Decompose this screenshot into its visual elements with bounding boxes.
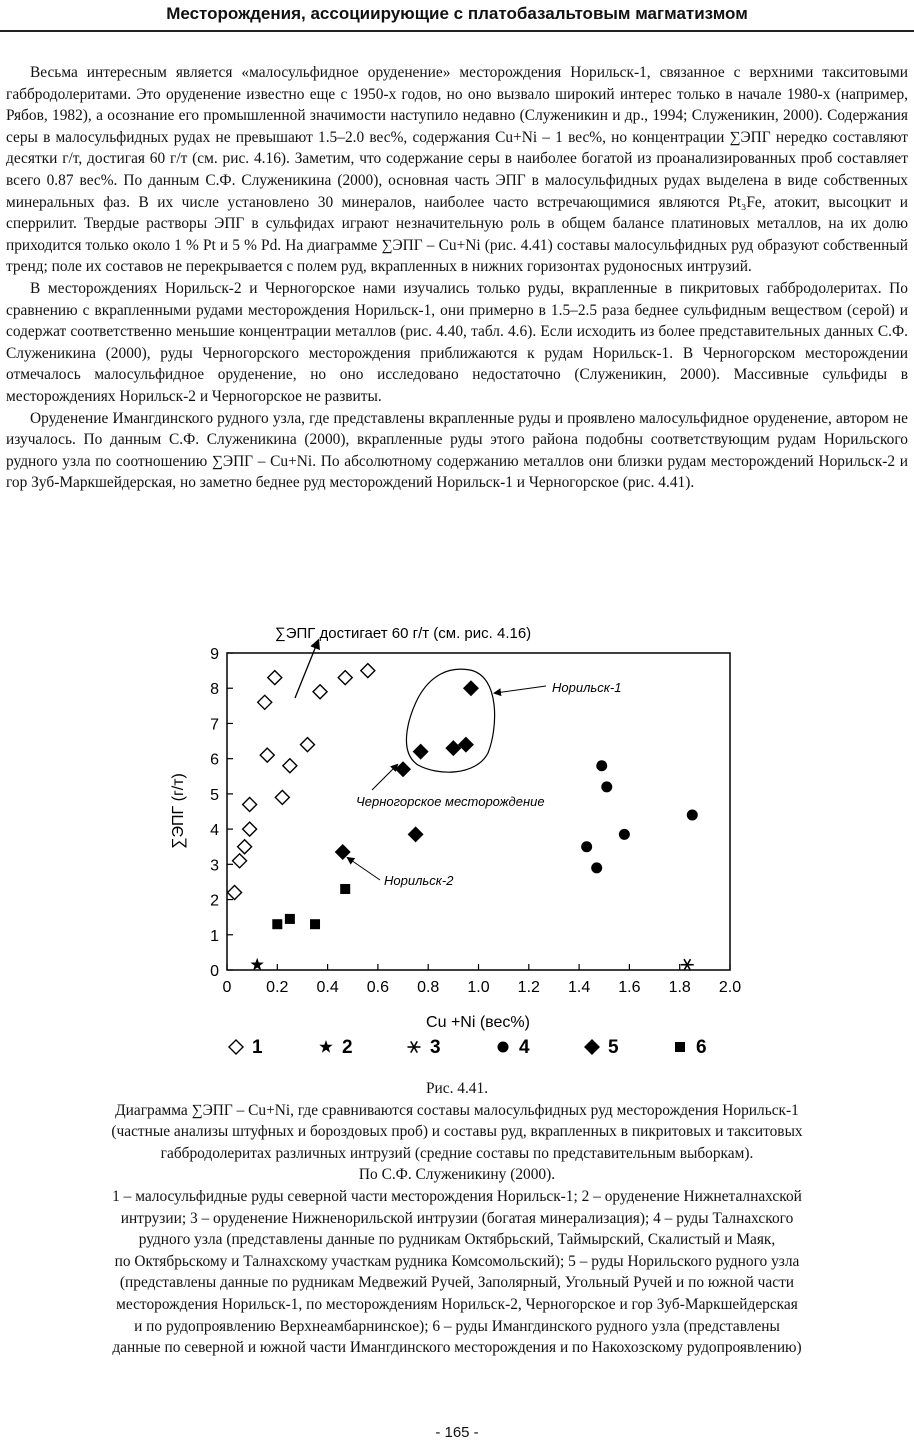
- x-tick-label: 1.4: [567, 979, 591, 996]
- data-point-series-6: [285, 914, 295, 924]
- caption-line: (частные анализы штуфных и бороздовых проб) и составы руд, вкрапленных в пикритовых и такситовых: [111, 1123, 803, 1141]
- data-point-series-5: [464, 681, 478, 695]
- annotation-arrow: [348, 858, 380, 880]
- y-tick-label: 3: [210, 857, 219, 875]
- running-header: Месторождения, ассоциирующие с платобазальтовым магматизмом: [0, 0, 914, 32]
- legend: [229, 1037, 707, 1058]
- data-point-series-4: [581, 841, 592, 852]
- y-tick-label: 0: [210, 963, 219, 980]
- y-tick-label: 4: [210, 822, 219, 840]
- data-point-series-2: [251, 958, 264, 971]
- x-tick-label: 2.0: [718, 979, 742, 996]
- y-tick-label: 2: [210, 892, 219, 910]
- figure-number: Рис. 4.41.: [425, 1080, 489, 1097]
- x-tick-label: 1.6: [618, 979, 641, 996]
- caption-line: Диаграмма ∑ЭПГ – Cu+Ni, где сравниваются составы малосульфидных руд месторождения Норильск-1: [115, 1101, 799, 1119]
- x-tick-label: 0.4: [316, 979, 339, 996]
- data-point-series-1: [228, 886, 242, 900]
- data-point-series-6: [272, 919, 282, 929]
- data-point-series-3: [681, 959, 694, 970]
- data-point-series-5: [459, 738, 473, 752]
- annotation-arrow: [372, 765, 397, 790]
- y-tick-label: 7: [210, 716, 219, 734]
- x-tick-label: 0: [222, 979, 232, 996]
- figure-caption: [6, 1078, 908, 1359]
- legend-label: 4: [519, 1037, 530, 1058]
- caption-line: По С.Ф. Служеникину (2000).: [358, 1166, 556, 1184]
- data-point-series-1: [233, 854, 247, 868]
- figure-4-41: [0, 618, 914, 1078]
- annotation-norilsk-1: Норильск-1: [552, 680, 622, 695]
- data-point-series-4: [601, 781, 612, 792]
- data-point-series-1: [361, 664, 375, 678]
- y-tick-label: 9: [210, 646, 219, 663]
- data-point-series-1: [313, 685, 327, 699]
- data-point-series-5: [446, 741, 460, 755]
- legend-marker-6: [675, 1042, 685, 1052]
- legend-label: 2: [342, 1037, 353, 1058]
- data-point-series-5: [409, 827, 423, 841]
- data-point-series-1: [338, 671, 352, 685]
- data-point-series-6: [310, 919, 320, 929]
- y-tick-label: 5: [210, 786, 219, 804]
- caption-line: габбродолеритах различных интрузий (средние составы по представительным выборкам).: [160, 1144, 754, 1162]
- annotation-arrow: [495, 686, 546, 693]
- data-point-series-5: [396, 762, 410, 776]
- legend-marker-3: [408, 1041, 421, 1052]
- caption-line: по Октябрьскому и Талнахскому участкам рудника Комсомольский); 5 – руды Норильского рудного узла: [114, 1252, 800, 1270]
- caption-line: рудного узла (представлены данные по рудникам Октябрьский, Таймырский, Скалистый и Маяк,: [138, 1231, 776, 1249]
- data-point-series-1: [268, 671, 282, 685]
- data-point-series-1: [243, 822, 257, 836]
- data-point-series-1: [260, 748, 274, 762]
- caption-line: 1 – малосульфидные руды северной части месторождения Норильск-1; 2 – оруденение Нижнеталнахской: [112, 1187, 802, 1205]
- annotation-pge-60: ∑ЭПГ достигает 60 г/т (см. рис. 4.16): [275, 625, 532, 642]
- data-point-series-5: [414, 745, 428, 759]
- plot-frame: [227, 653, 730, 970]
- legend-marker-5: [585, 1040, 599, 1054]
- page-number: - 165 -: [435, 1424, 479, 1441]
- data-point-series-1: [275, 790, 289, 804]
- legend-label: 1: [252, 1037, 263, 1058]
- legend-marker-1: [229, 1040, 243, 1054]
- x-tick-label: 0.2: [266, 979, 289, 996]
- data-point-series-4: [591, 862, 602, 873]
- y-tick-label: 8: [210, 681, 219, 699]
- scatter-chart: [0, 618, 914, 1078]
- body-text: [6, 62, 908, 494]
- data-point-series-4: [687, 810, 698, 821]
- caption-line: данные по северной и южной части Имангдинского месторождения и по Накохозскому рудопроявлению): [112, 1339, 802, 1357]
- legend-label: 5: [608, 1037, 619, 1058]
- x-tick-label: 1.8: [668, 979, 691, 996]
- x-axis-label: Cu +Ni (вес%): [426, 1014, 530, 1031]
- legend-label: 3: [430, 1037, 441, 1058]
- data-point-series-5: [336, 845, 350, 859]
- annotation-norilsk-2: Норильск-2: [384, 873, 454, 888]
- data-point-series-1: [300, 738, 314, 752]
- data-point-series-1: [283, 759, 297, 773]
- legend-marker-4: [498, 1042, 509, 1053]
- x-tick-label: 1.0: [467, 979, 490, 996]
- caption-line: интрузии; 3 – оруденение Нижненорильской интрузии (богатая минерализация); 4 – руды Талнахского: [120, 1209, 794, 1227]
- data-point-series-1: [238, 840, 252, 854]
- caption-line: (представлены данные по рудникам Медвежий Ручей, Заполярный, Угольный Ручей и по южной части: [119, 1274, 795, 1292]
- data-point-series-6: [340, 884, 350, 894]
- x-tick-label: 0.8: [417, 979, 440, 996]
- paragraph: В месторождениях Норильск-2 и Черногорское нами изучались только руды, вкрапленные в пикритовых габбродолеритах. По сравнению с вкрапленными рудами месторождения Норильск-1, они примерно в 1.5–2.5 раза беднее сульфидным веществом (серой) и содержат соответственно меньшие концентрации металлов (рис. 4.40, табл. 4.6). Если исходить из более представительных данных С.Ф. Служеникина (2000), руды Черногорского месторождения приближаются к рудам Норильск-1. В Черногорском месторождении отмечалось малосульфидное оруденение, но оно исследовано недостаточно (Служеникин, 2000). Массивные сульфиды в месторождениях Норильск-2 и Черногорское не развиты.: [6, 279, 908, 405]
- data-point-series-4: [596, 760, 607, 771]
- legend-label: 6: [696, 1037, 707, 1058]
- annotation-chernogorskoe: Черногорское месторождение: [356, 794, 545, 809]
- legend-marker-2: [319, 1040, 332, 1053]
- data-point-series-1: [258, 695, 272, 709]
- paragraph: Весьма интересным является «малосульфидное оруденение» месторождения Норильск-1, связанное с верхними такситовыми габбродолеритами. Это оруденение известно еще с 1950-х годов, но оно вызвало широкий интерес только в начале 1980-х (например, Рябов, 1982), а осознание его промышленной значимости наступило недавно (Служеникин и др., 1994; Служеникин, 2000). Содержания серы в малосульфидных рудах не превышают 1.5–2.0 вес%, содержания Cu+Ni – 1 вес%, но концентрации ∑ЭПГ нередко составляют десятки г/т, достигая 60 г/т (см. рис. 4.16). Заметим, что содержание серы в наиболее богатой из проанализированных проб составляет всего 0.87 вес%. По данным С.Ф. Служеникина (2000), основная часть ЭПГ в малосульфидных рудах выделена в виде собственных минеральных фаз. В их числе установлено 30 минералов, наиболее часто встречающимися являются Pt₃Fe, атокит, высоцкит и сперрилит. Твердые растворы ЭПГ в сульфидах играют незначительную роль в общем балансе платиновых металлов, на их долю приходится только около 1 % Pt и 5 % Pd. На диаграмме ∑ЭПГ – Cu+Ni (рис. 4.41) составы малосульфидных руд образуют собственный тренд; поле их составов не перекрывается с полем руд, вкрапленных в нижних горизонтах рудоносных интрузий.: [6, 64, 908, 276]
- x-tick-label: 1.2: [517, 979, 540, 996]
- x-tick-label: 0.6: [366, 979, 390, 996]
- y-tick-label: 1: [210, 927, 219, 945]
- caption-line: и по рудопроявлению Верхнеамбарнинское); 6 – руды Имангдинского рудного узла (представлены: [134, 1317, 780, 1335]
- caption-line: месторождения Норильск-1, по месторождениям Норильск-2, Черногорское и гор Зуб-Маркшейдерская: [116, 1295, 798, 1313]
- paragraph: Оруденение Имангдинского рудного узла, где представлены вкрапленные руды и проявлено малосульфидное оруденение, автором не изучалось. По данным С.Ф. Служеникина (2000), вкрапленные руды этого района подобны соответствующим рудам Норильского рудного узла по соотношению ∑ЭПГ – Cu+Ni. По абсолютному содержанию металлов они близки рудам месторождений Норильск-2 и гор Зуб-Маркшейдерская, но заметно беднее руд месторождений Норильск-1 и Черногорское (рис. 4.41).: [6, 409, 908, 492]
- y-tick-label: 6: [210, 751, 219, 769]
- data-point-series-4: [619, 829, 630, 840]
- y-axis-label: ∑ЭПГ (г/т): [170, 773, 187, 849]
- data-point-series-1: [243, 797, 257, 811]
